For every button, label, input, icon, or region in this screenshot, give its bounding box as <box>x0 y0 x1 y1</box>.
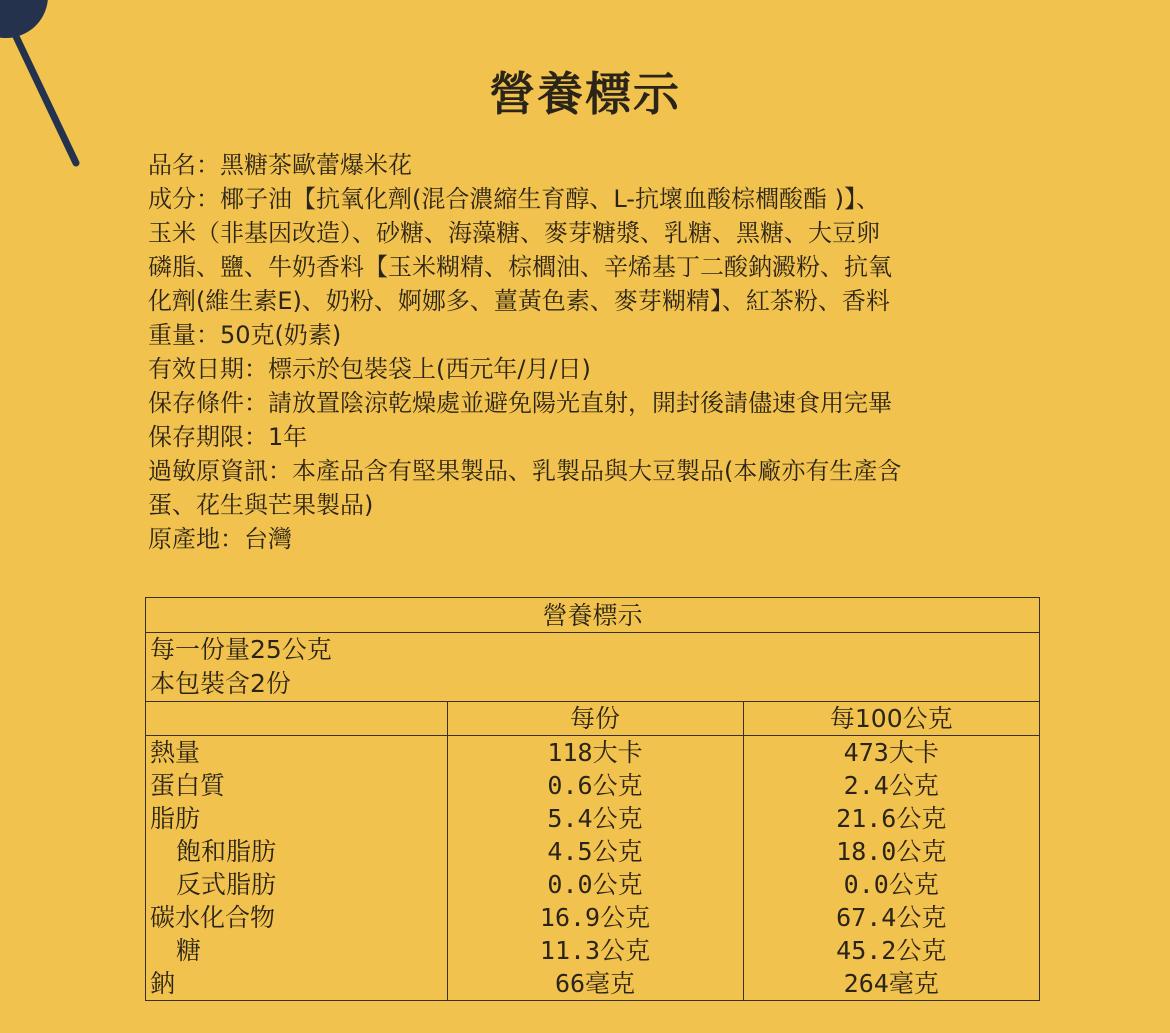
per-serving-value: 0.0公克 <box>447 868 743 901</box>
info-line: 保存期限：1年 <box>148 423 308 451</box>
per-serving-value: 16.9公克 <box>447 901 743 934</box>
table-row <box>146 868 1039 901</box>
info-line: 化劑(維生素E)、奶粉、婀娜多、薑黃色素、麥芽糊精】、紅茶粉、香料 <box>148 287 890 315</box>
per-100g-value: 0.0公克 <box>743 868 1039 901</box>
info-line: 成分：椰子油【抗氧化劑(混合濃縮生育醇、L-抗壞血酸棕櫚酸酯 )】、 <box>148 185 880 213</box>
info-line: 玉米（非基因改造）、砂糖、海藻糖、麥芽糖漿、乳糖、黑糖、大豆卵 <box>148 219 880 247</box>
table-row <box>146 769 1039 802</box>
lollipop-head <box>0 0 48 38</box>
info-line: 原產地：台灣 <box>148 525 292 553</box>
nutrient-name: 碳水化合物 <box>150 903 276 932</box>
table-row <box>146 934 1039 967</box>
per-serving-value: 4.5公克 <box>447 835 743 868</box>
info-line: 蛋、花生與芒果製品) <box>148 491 374 519</box>
per-100g-value: 264毫克 <box>743 967 1039 1000</box>
per-100g-value: 67.4公克 <box>743 901 1039 934</box>
table-row <box>146 736 1039 770</box>
info-line: 品名：黑糖茶歐蕾爆米花 <box>148 151 412 179</box>
table-row <box>146 967 1039 1000</box>
product-info <box>148 148 1048 556</box>
nutrition-facts-panel <box>145 597 1040 1001</box>
per-serving-value: 11.3公克 <box>447 934 743 967</box>
per-100g-value: 21.6公克 <box>743 802 1039 835</box>
panel-title: 營養標示 <box>146 598 1039 633</box>
nutrient-name: 脂肪 <box>150 804 201 833</box>
nutrient-name: 蛋白質 <box>150 771 226 800</box>
table-row <box>146 802 1039 835</box>
nutrient-name: 鈉 <box>150 969 176 998</box>
servings-per-pack: 本包裝含2份 <box>150 669 291 698</box>
nutrition-table <box>146 702 1039 1000</box>
per-100g-value: 45.2公克 <box>743 934 1039 967</box>
per-serving-value: 0.6公克 <box>447 769 743 802</box>
info-line: 保存條件：請放置陰涼乾燥處並避免陽光直射，開封後請儘速食用完畢 <box>148 389 892 417</box>
nutrient-name: 熱量 <box>150 738 201 767</box>
per-serving-value: 5.4公克 <box>447 802 743 835</box>
table-header-row <box>146 702 1039 736</box>
table-row <box>146 901 1039 934</box>
info-line: 有效日期：標示於包裝袋上(西元年/月/日) <box>148 355 591 383</box>
info-line: 重量：50克(奶素) <box>148 321 342 349</box>
per-100g-value: 2.4公克 <box>743 769 1039 802</box>
nutrient-name: 飽和脂肪 <box>176 837 277 866</box>
header-per-serving: 每份 <box>447 702 743 736</box>
header-per-100g: 每100公克 <box>743 702 1039 736</box>
info-line: 過敏原資訊：本產品含有堅果製品、乳製品與大豆製品(本廠亦有生產含 <box>148 457 902 485</box>
header-nutrient <box>146 702 447 736</box>
nutrient-name: 糖 <box>176 936 202 965</box>
serving-size: 每一份量25公克 <box>150 635 332 664</box>
nutrient-name: 反式脂肪 <box>176 870 277 899</box>
page-title: 營養標示 <box>489 67 681 121</box>
info-line: 磷脂、鹽、牛奶香料【玉米糊精、棕櫚油、辛烯基丁二酸鈉澱粉、抗氧 <box>148 253 892 281</box>
per-serving-value: 66毫克 <box>447 967 743 1000</box>
per-100g-value: 473大卡 <box>743 736 1039 770</box>
per-serving-value: 118大卡 <box>447 736 743 770</box>
table-row <box>146 835 1039 868</box>
per-100g-value: 18.0公克 <box>743 835 1039 868</box>
serving-info <box>146 633 1039 702</box>
